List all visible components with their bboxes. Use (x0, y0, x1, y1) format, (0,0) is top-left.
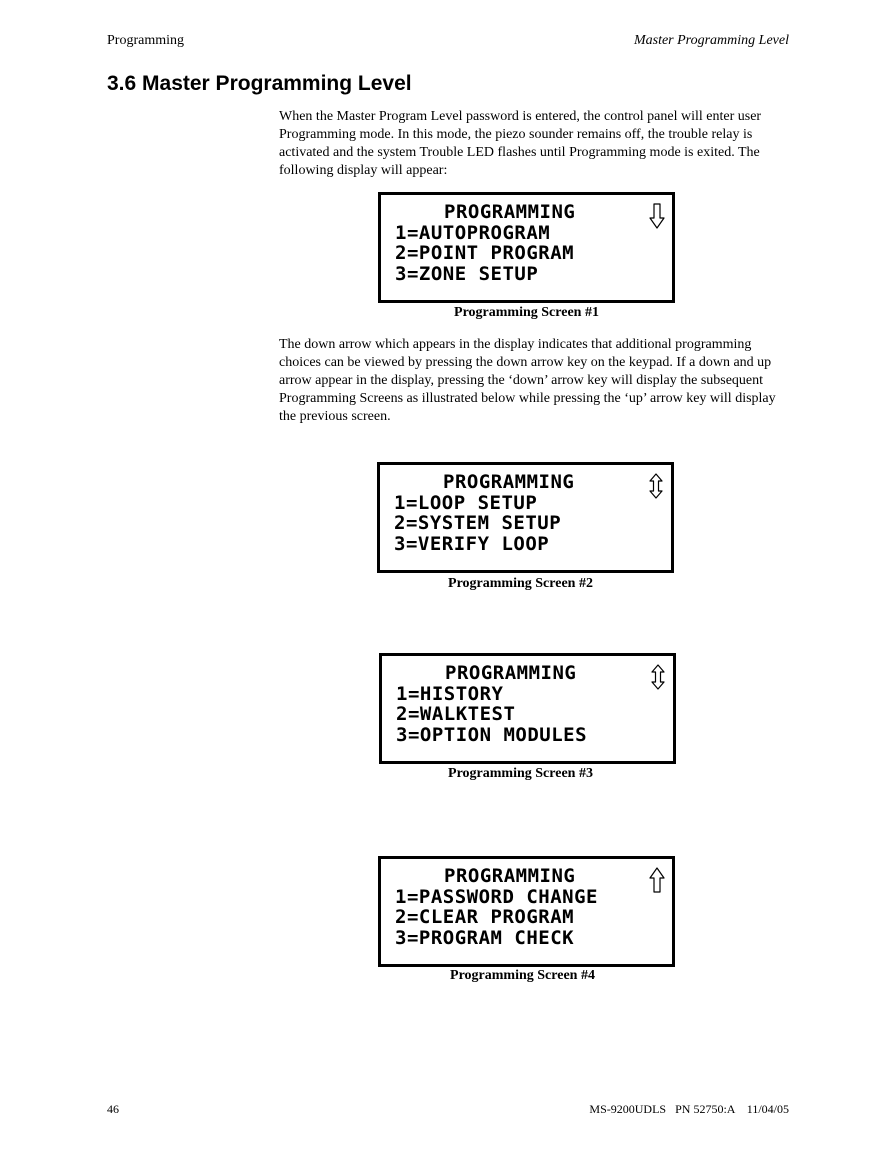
lcd-option-2: 2=SYSTEM SETUP (394, 512, 562, 534)
lcd-title: PROGRAMMING (443, 471, 575, 493)
lcd-option-3: 3=OPTION MODULES (396, 723, 588, 746)
page-number: 46 (107, 1102, 119, 1116)
lcd-display-screen-2 (377, 462, 674, 573)
up-arrow-icon (649, 867, 665, 893)
lcd-title: PROGRAMMING (445, 662, 577, 684)
intro-paragraph: When the Master Program Level password is entered, the control panel will enter user Programming mode. In this mode, the piezo sounder remains off, the trouble relay is activated and the system Trouble LED flashes until Programming mode is exited. The following display will appear: (279, 109, 762, 178)
screen-caption: Programming Screen #2 (448, 576, 593, 591)
lcd-option-3: 3=PROGRAM CHECK (395, 926, 575, 949)
lcd-option-2: 2=CLEAR PROGRAM (395, 906, 575, 928)
up-down-arrow-icon (648, 473, 664, 499)
lcd-display-screen-3 (379, 653, 676, 764)
lcd-option-1: 1=LOOP SETUP (394, 491, 538, 514)
screen-caption: Programming Screen #3 (448, 766, 593, 781)
screen-caption: Programming Screen #4 (450, 968, 595, 983)
lcd-option-2: 2=WALKTEST (396, 703, 516, 725)
lcd-option-3: 3=ZONE SETUP (395, 262, 539, 285)
up-down-arrow-icon (650, 664, 666, 690)
lcd-option-3: 3=VERIFY LOOP (394, 532, 550, 555)
document-id: MS-9200UDLS PN 52750:A 11/04/05 (589, 1102, 789, 1116)
lcd-option-1: 1=AUTOPROGRAM (395, 221, 551, 244)
lcd-option-1: 1=HISTORY (396, 682, 504, 705)
header-chapter: Programming (107, 33, 184, 48)
section-title: 3.6 Master Programming Level (107, 72, 412, 95)
screen-caption: Programming Screen #1 (454, 305, 599, 320)
lcd-display-screen-1 (378, 192, 675, 303)
lcd-title: PROGRAMMING (444, 201, 576, 223)
arrow-explanation-paragraph: The down arrow which appears in the display indicates that additional programming choices can be viewed by pressing the down arrow key on the keypad. If a down and up arrow appear in the display, pressing the ‘down’ arrow key will display the subsequent Programming Screens as illustrated below while pressing the ‘up’ arrow key will display the previous screen. (279, 337, 776, 424)
header-section: Master Programming Level (633, 33, 789, 48)
lcd-display-screen-4 (378, 856, 675, 967)
down-arrow-icon (649, 203, 665, 229)
lcd-title: PROGRAMMING (444, 865, 576, 887)
lcd-option-2: 2=POINT PROGRAM (395, 242, 575, 264)
lcd-option-1: 1=PASSWORD CHANGE (395, 885, 598, 908)
